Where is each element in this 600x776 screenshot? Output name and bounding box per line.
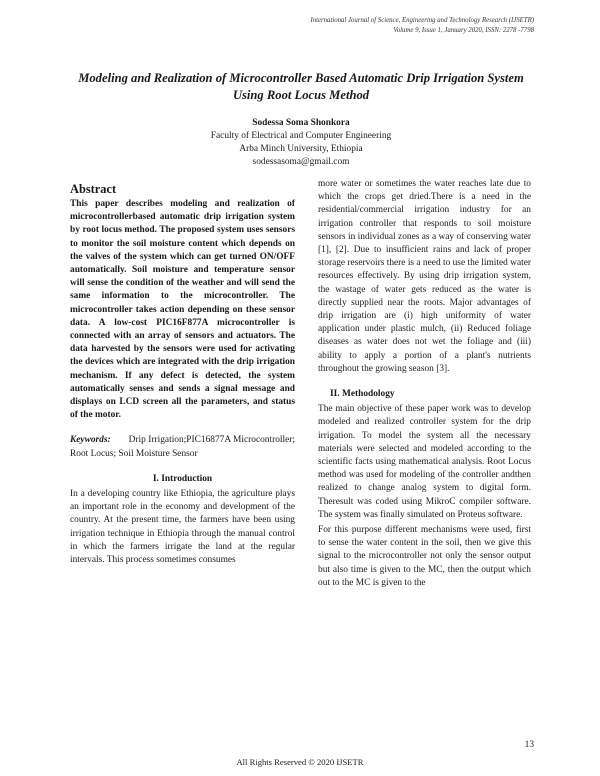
methodology-paragraph-1: The main objective of these paper work was to develop modeled and realized controller system for the drip irrigation. To model the system all the necessary materials were selected and modeled according to the scientific facts using mathematical analysis. Root Locus method was used for modeling of the controller andthen realized to change analog system to digital form. Theresult was coded using MikroC compiler software. The system was finally simulated on Proteus software. bbox=[318, 404, 531, 520]
author-block bbox=[66, 117, 536, 169]
introduction-paragraph: In a developing country like Ethiopia, the agriculture plays an important role in the economy and development of the country. At the present time, the farmers have been using irrigation technique in Ethiopia through the manual control in which the farmers irrigate the land at the regular intervals. This process sometimes consumes bbox=[70, 489, 295, 566]
methodology-paragraph-2: For this purpose different mechanisms were used, first to sense the water content in the soil, then we give this signal to the microcontroller not only the sensor output but also time is given to the MC, then the output which out to the MC is given to the bbox=[318, 525, 531, 588]
author-university: Arba Minch University, Ethiopia bbox=[239, 144, 363, 154]
abstract-body: This paper describes modeling and realization of microcontrollerbased automatic drip irrigation system by root locus method. The proposed system uses sensors to monitor the soil moisture content which depends on the valves of the system which can get turned ON/OFF automatically. Soil moisture and temperature sensor will sense the condition of the weather and will send the same information to the microcontroller. The microcontroller takes action depending on these sensor data. A low-cost PIC16F877A microcontroller is connected with an array of sensors and actuators. The data harvested by the sensors were used for activating the devices which are integrated with the drip irrigation mechanism. If any defect is detected, the system automatically senses and sends a signal message and displays on LCD screen all the parameters, and status of the motor. bbox=[70, 199, 295, 421]
paper-title: Modeling and Realization of Microcontroller Based Automatic Drip Irrigation System Using Root Locus Method bbox=[78, 71, 524, 102]
author-email: sodessasoma@gmail.com bbox=[252, 157, 350, 167]
keywords-text: Drip Irrigation;PIC16877A Microcontroller; Root Locus; Soil Moisture Sensor bbox=[70, 435, 295, 459]
methodology-heading: II. Methodology bbox=[330, 389, 395, 400]
author-name: Sodessa Soma Shonkora bbox=[252, 118, 350, 128]
keywords bbox=[70, 434, 295, 460]
abstract-heading: Abstract bbox=[70, 182, 117, 196]
journal-volume-issue: Volume 9, Issue 1, January 2020, ISSN: 2278 -7798 bbox=[393, 27, 534, 34]
running-head bbox=[114, 16, 534, 36]
page-number: 13 bbox=[524, 740, 534, 750]
left-column bbox=[70, 178, 295, 567]
keywords-label: Keywords: bbox=[70, 435, 111, 446]
introduction-heading: I. Introduction bbox=[152, 473, 213, 484]
journal-name: International Journal of Science, Engineering and Technology Research (IJSETR) bbox=[310, 17, 534, 24]
right-column bbox=[318, 178, 531, 590]
introduction-paragraph-continued: more water or sometimes the water reaches late due to which the crops get dried.There is a need in the residential/commercial irrigation industry for an irrigation controller that responds to soil moisture sensors in individual zones as a way of conserving water [1], [2]. Due to insufficient rains and lack of proper storage reservoirs there is a need to use the limited water resources effectively. By using drip irrigation system, the wastage of water gets reduced as the water is directly supplied near the roots. Major advantages of drip irrigation are (i) high uniformity of water application under plastic mulch, (ii) Reduced foliage diseases as water does not wet the foliage and (iii) ability to apply a portion of a plant's nutrients throughout the growing season [3]. bbox=[318, 179, 531, 374]
footer-copyright: All Rights Reserved © 2020 IJSETR bbox=[236, 757, 364, 767]
author-affiliation: Faculty of Electrical and Computer Engineering bbox=[210, 131, 392, 141]
